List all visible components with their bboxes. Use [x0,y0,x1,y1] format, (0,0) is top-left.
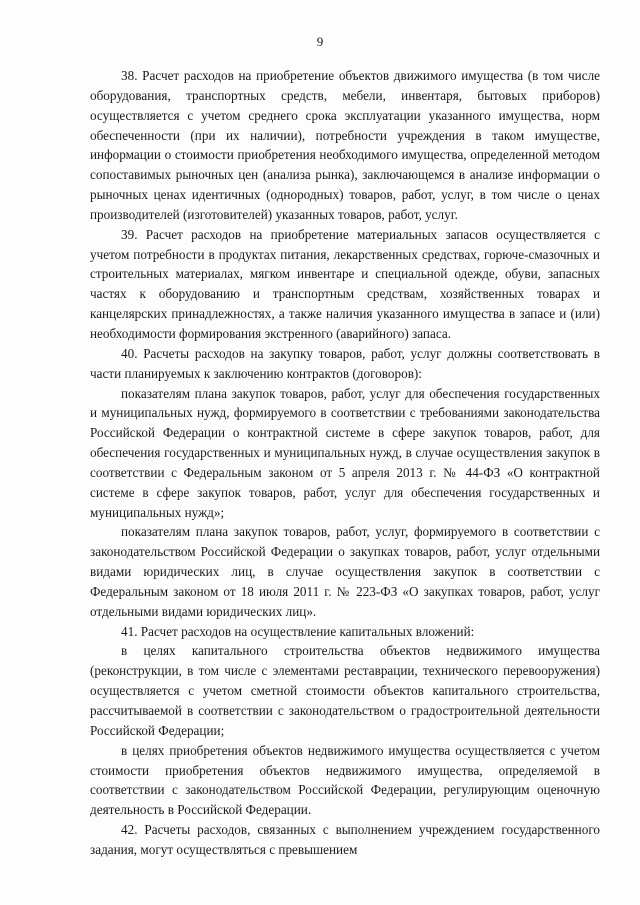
paragraph-40-item-44fz: показателям плана закупок товаров, работ, услуг для обеспечения государственных и муниципальных нужд, формируемого в соответствии с требованиями законодательства Российской Федерации о контрактной системе в сфере закупок товаров, работ, для обеспечения государственных и муниципальных нужд, в случае осуществления закупок в соответствии с Федеральным законом от 5 апреля 2013 г. № 44-ФЗ «О контрактной системе в сфере закупок товаров, работ, услуг для обеспечения государственных и муниципальных нужд»; [90,385,600,520]
paragraph-38: 38. Расчет расходов на приобретение объектов движимого имущества (в том числе оборудования, транспортных средств, мебели, инвентаря, бытовых приборов) осуществляется с учетом среднего срока эксплуатации указанного имущества, норм обеспеченности (при их наличии), потребности учреждения в таком имуществе, информации о стоимости приобретения необходимого имущества, определенной методом сопоставимых рыночных цен (анализа рынка), заключающемся в анализе информации о рыночных ценах идентичных (однородных) товаров, работ, услуг, в том числе о ценах производителей (изготовителей) указанных товаров, работ, услуг. [90,68,600,222]
document-body [90,66,600,860]
paragraph-42: 42. Расчеты расходов, связанных с выполнением учреждением государственного задания, могут осуществляться с превышением [90,822,600,857]
page-number: 9 [316,34,324,49]
paragraph-41-item-acquisition: в целях приобретения объектов недвижимого имущества осуществляется с учетом стоимости приобретения объектов недвижимого имущества, определяемой в соответствии с законодательством Российской Федерации, регулирующим оценочную деятельность в Российской Федерации. [90,742,600,818]
paragraph-40: 40. Расчеты расходов на закупку товаров, работ, услуг должны соответствовать в части планируемых к заключению контрактов (договоров): [90,345,600,381]
paragraph-41-item-construction: в целях капитального строительства объектов недвижимого имущества (реконструкции, в том числе с элементами реставрации, технического перевооружения) осуществляется с учетом сметной стоимости объектов капитального строительства, рассчитываемой в соответствии с законодательством о градостроительной деятельности Российской Федерации; [90,643,600,738]
paragraph-41: 41. Расчет расходов на осуществление капитальных вложений: [121,623,475,639]
paragraph-39: 39. Расчет расходов на приобретение материальных запасов осуществляется с учетом потребности в продуктах питания, лекарственных средствах, горюче-смазочных и строительных материалах, мягком инвентаре и специальной одежде, обуви, запасных частях к оборудованию и транспортным средствам, хозяйственных товарах и канцелярских принадлежностях, а также наличия указанного имущества в запасе и (или) необходимости формирования экстренного (аварийного) запаса. [90,226,600,341]
paragraph-40-item-223fz: показателям плана закупок товаров, работ, услуг, формируемого в соответствии с законодательством Российской Федерации о закупках товаров, работ, услуг отдельными видами юридических лиц, в случае осуществления закупок в соответствии с Федеральным законом от 18 июля 2011 г. № 223-ФЗ «О закупках товаров, работ, услуг отдельными видами юридических лиц». [90,524,600,619]
